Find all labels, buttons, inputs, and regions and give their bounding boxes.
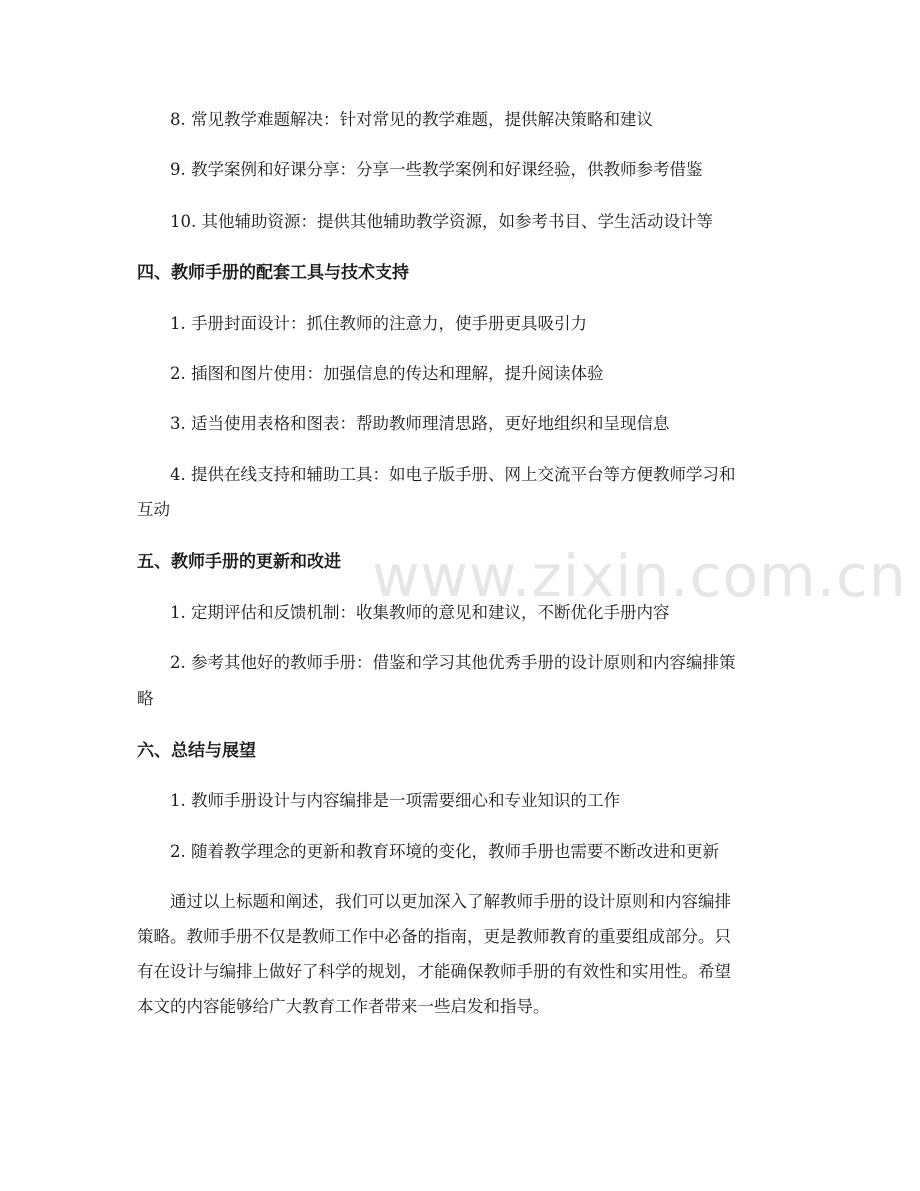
conclusion-line: 策略。教师手册不仅是教师工作中必备的指南，更是教师教育的重要组成部分。只 [137,927,731,946]
conclusion-line: 本文的内容能够给广大教育工作者带来一些启发和指导。 [137,997,550,1016]
list-item: 2. 随着教学理念的更新和教育环境的变化，教师手册也需要不断改进和更新 [170,842,719,861]
conclusion-line: 通过以上标题和阐述，我们可以更加深入了解教师手册的设计原则和内容编排 [170,892,731,911]
section-heading-4: 四、教师手册的配套工具与技术支持 [137,263,409,283]
section-heading-6: 六、总结与展望 [137,741,256,761]
list-item: 3. 适当使用表格和图表：帮助教师理清思路，更好地组织和呈现信息 [170,414,670,433]
list-item: 2. 插图和图片使用：加强信息的传达和理解，提升阅读体验 [170,364,604,383]
section-heading-5: 五、教师手册的更新和改进 [137,552,341,572]
list-item: 10. 其他辅助资源：提供其他辅助教学资源，如参考书目、学生活动设计等 [170,212,713,231]
list-item: 1. 手册封面设计：抓住教师的注意力，使手册更具吸引力 [170,314,587,333]
list-item-continuation: 略 [137,689,154,708]
list-item: 1. 教师手册设计与内容编排是一项需要细心和专业知识的工作 [170,791,620,810]
list-item: 1. 定期评估和反馈机制：收集教师的意见和建议，不断优化手册内容 [170,603,670,622]
list-item: 4. 提供在线支持和辅助工具：如电子版手册、网上交流平台等方便教师学习和 [170,465,736,484]
list-item: 9. 教学案例和好课分享：分享一些教学案例和好课经验，供教师参考借鉴 [170,160,703,179]
list-item: 2. 参考其他好的教师手册：借鉴和学习其他优秀手册的设计原则和内容编排策 [170,653,736,672]
list-item-continuation: 互动 [137,500,170,519]
watermark: www.zixin.com.cn [372,542,907,610]
conclusion-line: 有在设计与编排上做好了科学的规划，才能确保教师手册的有效性和实用性。希望 [137,962,731,981]
list-item: 8. 常见教学难题解决：针对常见的教学难题，提供解决策略和建议 [170,110,653,129]
